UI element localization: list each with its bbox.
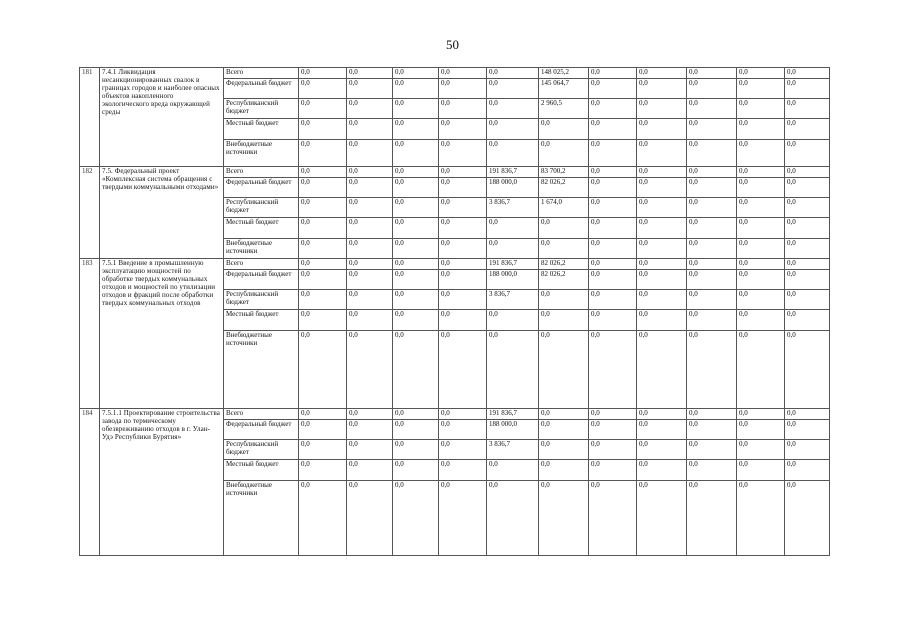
value-cell: 145 064,7 bbox=[539, 79, 589, 99]
measure-name: 7.5.1.1 Проектирование строительства завода по термическому обезвреживанию отходов в г. Улан-Удэ Республики Бурятия» bbox=[100, 409, 224, 556]
value-cell: 0,0 bbox=[785, 239, 830, 259]
value-cell: 0,0 bbox=[589, 198, 637, 218]
value-cell: 0,0 bbox=[785, 68, 830, 79]
value-cell: 0,0 bbox=[589, 270, 637, 290]
value-cell: 0,0 bbox=[299, 99, 347, 119]
value-cell: 0,0 bbox=[393, 331, 439, 409]
value-cell: 0,0 bbox=[637, 481, 687, 556]
value-cell: 0,0 bbox=[487, 460, 539, 481]
value-cell: 0,0 bbox=[439, 178, 487, 198]
value-cell: 0,0 bbox=[439, 140, 487, 167]
value-cell: 0,0 bbox=[299, 79, 347, 99]
value-cell: 0,0 bbox=[687, 68, 737, 79]
value-cell: 0,0 bbox=[687, 178, 737, 198]
value-cell: 0,0 bbox=[687, 198, 737, 218]
value-cell: 0,0 bbox=[393, 99, 439, 119]
value-cell: 0,0 bbox=[637, 310, 687, 331]
value-cell: 0,0 bbox=[393, 420, 439, 440]
value-cell: 0,0 bbox=[393, 460, 439, 481]
value-cell: 0,0 bbox=[737, 259, 785, 270]
value-cell: 0,0 bbox=[687, 420, 737, 440]
value-cell: 0,0 bbox=[393, 259, 439, 270]
funding-source: Всего bbox=[224, 68, 299, 79]
value-cell: 0,0 bbox=[785, 119, 830, 140]
value-cell: 0,0 bbox=[785, 99, 830, 119]
value-cell: 0,0 bbox=[637, 79, 687, 99]
funding-source: Республиканский бюджет bbox=[224, 198, 299, 218]
value-cell: 0,0 bbox=[347, 331, 393, 409]
funding-source: Всего bbox=[224, 167, 299, 178]
value-cell: 0,0 bbox=[589, 99, 637, 119]
value-cell: 0,0 bbox=[487, 68, 539, 79]
value-cell: 0,0 bbox=[785, 259, 830, 270]
value-cell: 0,0 bbox=[589, 460, 637, 481]
funding-source: Республиканский бюджет bbox=[224, 99, 299, 119]
value-cell: 0,0 bbox=[439, 239, 487, 259]
value-cell: 0,0 bbox=[687, 310, 737, 331]
value-cell: 0,0 bbox=[439, 420, 487, 440]
value-cell: 0,0 bbox=[737, 409, 785, 420]
value-cell: 0,0 bbox=[785, 167, 830, 178]
table-row bbox=[80, 167, 830, 178]
value-cell: 0,0 bbox=[439, 99, 487, 119]
funding-source: Республиканский бюджет bbox=[224, 290, 299, 310]
value-cell: 0,0 bbox=[347, 270, 393, 290]
value-cell: 0,0 bbox=[637, 420, 687, 440]
value-cell: 0,0 bbox=[299, 119, 347, 140]
funding-source: Всего bbox=[224, 409, 299, 420]
funding-source: Внебюджетные источники bbox=[224, 239, 299, 259]
value-cell: 0,0 bbox=[347, 99, 393, 119]
value-cell: 0,0 bbox=[393, 310, 439, 331]
value-cell: 0,0 bbox=[687, 460, 737, 481]
value-cell: 0,0 bbox=[393, 481, 439, 556]
value-cell: 0,0 bbox=[785, 310, 830, 331]
value-cell: 0,0 bbox=[393, 409, 439, 420]
value-cell: 0,0 bbox=[299, 331, 347, 409]
value-cell: 0,0 bbox=[299, 140, 347, 167]
value-cell: 0,0 bbox=[737, 178, 785, 198]
value-cell: 0,0 bbox=[347, 310, 393, 331]
funding-source: Федеральный бюджет bbox=[224, 178, 299, 198]
value-cell: 0,0 bbox=[539, 310, 589, 331]
value-cell: 0,0 bbox=[589, 140, 637, 167]
value-cell: 0,0 bbox=[737, 239, 785, 259]
value-cell: 0,0 bbox=[439, 119, 487, 140]
value-cell: 2 960,5 bbox=[539, 99, 589, 119]
value-cell: 82 026,2 bbox=[539, 178, 589, 198]
value-cell: 191 836,7 bbox=[487, 167, 539, 178]
value-cell: 0,0 bbox=[785, 140, 830, 167]
value-cell: 0,0 bbox=[439, 259, 487, 270]
value-cell: 0,0 bbox=[487, 331, 539, 409]
value-cell: 0,0 bbox=[439, 331, 487, 409]
value-cell: 0,0 bbox=[299, 178, 347, 198]
funding-source: Внебюджетные источники bbox=[224, 331, 299, 409]
value-cell: 0,0 bbox=[687, 119, 737, 140]
value-cell: 0,0 bbox=[637, 218, 687, 239]
value-cell: 0,0 bbox=[737, 481, 785, 556]
value-cell: 0,0 bbox=[393, 290, 439, 310]
value-cell: 0,0 bbox=[737, 420, 785, 440]
value-cell: 0,0 bbox=[439, 481, 487, 556]
value-cell: 0,0 bbox=[687, 440, 737, 460]
row-number: 182 bbox=[80, 167, 100, 259]
value-cell: 0,0 bbox=[539, 481, 589, 556]
value-cell: 148 025,2 bbox=[539, 68, 589, 79]
value-cell: 0,0 bbox=[393, 440, 439, 460]
value-cell: 0,0 bbox=[487, 239, 539, 259]
funding-source: Местный бюджет bbox=[224, 119, 299, 140]
value-cell: 0,0 bbox=[439, 218, 487, 239]
value-cell: 0,0 bbox=[589, 290, 637, 310]
budget-table bbox=[79, 67, 830, 556]
value-cell: 0,0 bbox=[637, 409, 687, 420]
value-cell: 0,0 bbox=[299, 290, 347, 310]
value-cell: 0,0 bbox=[439, 310, 487, 331]
value-cell: 0,0 bbox=[785, 331, 830, 409]
value-cell: 0,0 bbox=[487, 99, 539, 119]
value-cell: 3 836,7 bbox=[487, 290, 539, 310]
value-cell: 0,0 bbox=[737, 68, 785, 79]
value-cell: 0,0 bbox=[539, 290, 589, 310]
value-cell: 0,0 bbox=[539, 440, 589, 460]
value-cell: 0,0 bbox=[347, 218, 393, 239]
funding-source: Местный бюджет bbox=[224, 310, 299, 331]
value-cell: 0,0 bbox=[737, 270, 785, 290]
funding-source: Внебюджетные источники bbox=[224, 140, 299, 167]
funding-source: Федеральный бюджет bbox=[224, 420, 299, 440]
value-cell: 0,0 bbox=[687, 270, 737, 290]
value-cell: 0,0 bbox=[347, 290, 393, 310]
value-cell: 0,0 bbox=[439, 440, 487, 460]
value-cell: 0,0 bbox=[439, 79, 487, 99]
value-cell: 0,0 bbox=[589, 178, 637, 198]
value-cell: 0,0 bbox=[539, 239, 589, 259]
value-cell: 191 836,7 bbox=[487, 409, 539, 420]
value-cell: 188 000,0 bbox=[487, 178, 539, 198]
value-cell: 82 026,2 bbox=[539, 259, 589, 270]
value-cell: 0,0 bbox=[637, 270, 687, 290]
value-cell: 0,0 bbox=[347, 178, 393, 198]
value-cell: 0,0 bbox=[347, 440, 393, 460]
value-cell: 0,0 bbox=[487, 310, 539, 331]
value-cell: 0,0 bbox=[687, 167, 737, 178]
value-cell: 0,0 bbox=[637, 178, 687, 198]
value-cell: 0,0 bbox=[785, 460, 830, 481]
row-number: 181 bbox=[80, 68, 100, 167]
value-cell: 0,0 bbox=[737, 290, 785, 310]
value-cell: 0,0 bbox=[637, 440, 687, 460]
value-cell: 0,0 bbox=[637, 331, 687, 409]
value-cell: 0,0 bbox=[539, 420, 589, 440]
value-cell: 0,0 bbox=[393, 218, 439, 239]
value-cell: 0,0 bbox=[347, 140, 393, 167]
value-cell: 0,0 bbox=[299, 440, 347, 460]
value-cell: 0,0 bbox=[539, 331, 589, 409]
value-cell: 0,0 bbox=[439, 409, 487, 420]
value-cell: 0,0 bbox=[487, 481, 539, 556]
value-cell: 3 836,7 bbox=[487, 198, 539, 218]
value-cell: 0,0 bbox=[393, 140, 439, 167]
value-cell: 0,0 bbox=[785, 270, 830, 290]
value-cell: 0,0 bbox=[539, 460, 589, 481]
value-cell: 0,0 bbox=[687, 481, 737, 556]
funding-source: Всего bbox=[224, 259, 299, 270]
value-cell: 0,0 bbox=[589, 68, 637, 79]
value-cell: 0,0 bbox=[539, 218, 589, 239]
value-cell: 3 836,7 bbox=[487, 440, 539, 460]
measure-name: 7.4.1 Ликвидация несанкционированных свалок в границах городов и наиболее опасных объектов накопленного экологического вреда окружающей среды bbox=[100, 68, 224, 167]
value-cell: 0,0 bbox=[785, 409, 830, 420]
value-cell: 0,0 bbox=[589, 239, 637, 259]
value-cell: 0,0 bbox=[785, 198, 830, 218]
value-cell: 0,0 bbox=[637, 68, 687, 79]
value-cell: 0,0 bbox=[737, 460, 785, 481]
value-cell: 0,0 bbox=[637, 167, 687, 178]
value-cell: 0,0 bbox=[439, 198, 487, 218]
value-cell: 0,0 bbox=[487, 79, 539, 99]
value-cell: 0,0 bbox=[737, 198, 785, 218]
value-cell: 0,0 bbox=[637, 140, 687, 167]
value-cell: 0,0 bbox=[737, 79, 785, 99]
value-cell: 0,0 bbox=[393, 79, 439, 99]
value-cell: 0,0 bbox=[637, 290, 687, 310]
value-cell: 0,0 bbox=[687, 79, 737, 99]
table-row bbox=[80, 409, 830, 420]
value-cell: 0,0 bbox=[687, 290, 737, 310]
value-cell: 1 674,0 bbox=[539, 198, 589, 218]
value-cell: 0,0 bbox=[637, 99, 687, 119]
value-cell: 0,0 bbox=[347, 420, 393, 440]
value-cell: 191 836,7 bbox=[487, 259, 539, 270]
value-cell: 0,0 bbox=[393, 270, 439, 290]
value-cell: 188 000,0 bbox=[487, 270, 539, 290]
value-cell: 0,0 bbox=[299, 420, 347, 440]
measure-name: 7.5. Федеральный проект «Комплексная система обращения с твердыми коммунальными отходами» bbox=[100, 167, 224, 259]
value-cell: 82 026,2 bbox=[539, 270, 589, 290]
value-cell: 0,0 bbox=[737, 99, 785, 119]
value-cell: 0,0 bbox=[487, 119, 539, 140]
value-cell: 0,0 bbox=[687, 259, 737, 270]
value-cell: 0,0 bbox=[589, 310, 637, 331]
value-cell: 0,0 bbox=[299, 218, 347, 239]
value-cell: 0,0 bbox=[299, 481, 347, 556]
value-cell: 0,0 bbox=[347, 198, 393, 218]
value-cell: 0,0 bbox=[347, 259, 393, 270]
value-cell: 0,0 bbox=[299, 259, 347, 270]
value-cell: 0,0 bbox=[687, 218, 737, 239]
value-cell: 0,0 bbox=[687, 409, 737, 420]
value-cell: 0,0 bbox=[737, 331, 785, 409]
funding-source: Республиканский бюджет bbox=[224, 440, 299, 460]
value-cell: 0,0 bbox=[785, 218, 830, 239]
value-cell: 0,0 bbox=[637, 119, 687, 140]
table-body bbox=[80, 68, 830, 556]
value-cell: 0,0 bbox=[539, 119, 589, 140]
value-cell: 0,0 bbox=[393, 68, 439, 79]
value-cell: 0,0 bbox=[589, 440, 637, 460]
value-cell: 0,0 bbox=[737, 310, 785, 331]
value-cell: 0,0 bbox=[393, 119, 439, 140]
value-cell: 0,0 bbox=[687, 239, 737, 259]
value-cell: 0,0 bbox=[785, 178, 830, 198]
row-number: 183 bbox=[80, 259, 100, 409]
value-cell: 0,0 bbox=[347, 481, 393, 556]
value-cell: 0,0 bbox=[737, 167, 785, 178]
value-cell: 0,0 bbox=[785, 79, 830, 99]
value-cell: 0,0 bbox=[785, 481, 830, 556]
value-cell: 0,0 bbox=[347, 68, 393, 79]
value-cell: 0,0 bbox=[737, 119, 785, 140]
value-cell: 0,0 bbox=[487, 140, 539, 167]
value-cell: 0,0 bbox=[785, 290, 830, 310]
value-cell: 0,0 bbox=[589, 167, 637, 178]
value-cell: 0,0 bbox=[539, 409, 589, 420]
value-cell: 0,0 bbox=[785, 420, 830, 440]
value-cell: 0,0 bbox=[589, 218, 637, 239]
value-cell: 83 700,2 bbox=[539, 167, 589, 178]
value-cell: 0,0 bbox=[393, 178, 439, 198]
value-cell: 0,0 bbox=[347, 167, 393, 178]
measure-name: 7.5.1 Введение в промышленную эксплуатацию мощностей по обработке твердых коммунальных отходов и мощностей по утилизации отходов и фракций после обработки твердых коммунальных отходов bbox=[100, 259, 224, 409]
value-cell: 0,0 bbox=[347, 239, 393, 259]
value-cell: 0,0 bbox=[299, 310, 347, 331]
value-cell: 0,0 bbox=[687, 331, 737, 409]
value-cell: 0,0 bbox=[439, 167, 487, 178]
value-cell: 0,0 bbox=[737, 218, 785, 239]
value-cell: 0,0 bbox=[687, 99, 737, 119]
value-cell: 0,0 bbox=[589, 331, 637, 409]
value-cell: 0,0 bbox=[589, 481, 637, 556]
value-cell: 0,0 bbox=[347, 79, 393, 99]
value-cell: 0,0 bbox=[737, 440, 785, 460]
page-number: 50 bbox=[446, 37, 459, 52]
table-row bbox=[80, 68, 830, 79]
value-cell: 0,0 bbox=[589, 259, 637, 270]
value-cell: 0,0 bbox=[539, 140, 589, 167]
value-cell: 0,0 bbox=[299, 409, 347, 420]
value-cell: 0,0 bbox=[637, 460, 687, 481]
row-number: 184 bbox=[80, 409, 100, 556]
value-cell: 0,0 bbox=[347, 409, 393, 420]
value-cell: 0,0 bbox=[589, 119, 637, 140]
funding-source: Федеральный бюджет bbox=[224, 270, 299, 290]
value-cell: 0,0 bbox=[637, 239, 687, 259]
value-cell: 0,0 bbox=[299, 198, 347, 218]
value-cell: 0,0 bbox=[393, 167, 439, 178]
value-cell: 188 000,0 bbox=[487, 420, 539, 440]
value-cell: 0,0 bbox=[439, 460, 487, 481]
value-cell: 0,0 bbox=[299, 68, 347, 79]
value-cell: 0,0 bbox=[589, 420, 637, 440]
value-cell: 0,0 bbox=[299, 270, 347, 290]
value-cell: 0,0 bbox=[589, 79, 637, 99]
funding-source: Федеральный бюджет bbox=[224, 79, 299, 99]
value-cell: 0,0 bbox=[299, 239, 347, 259]
value-cell: 0,0 bbox=[347, 119, 393, 140]
value-cell: 0,0 bbox=[487, 218, 539, 239]
value-cell: 0,0 bbox=[439, 68, 487, 79]
value-cell: 0,0 bbox=[785, 440, 830, 460]
value-cell: 0,0 bbox=[737, 140, 785, 167]
value-cell: 0,0 bbox=[637, 198, 687, 218]
value-cell: 0,0 bbox=[439, 270, 487, 290]
value-cell: 0,0 bbox=[299, 460, 347, 481]
funding-source: Внебюджетные источники bbox=[224, 481, 299, 556]
value-cell: 0,0 bbox=[299, 167, 347, 178]
value-cell: 0,0 bbox=[393, 239, 439, 259]
value-cell: 0,0 bbox=[347, 460, 393, 481]
value-cell: 0,0 bbox=[687, 140, 737, 167]
value-cell: 0,0 bbox=[393, 198, 439, 218]
table-row bbox=[80, 259, 830, 270]
value-cell: 0,0 bbox=[439, 290, 487, 310]
value-cell: 0,0 bbox=[637, 259, 687, 270]
value-cell: 0,0 bbox=[589, 409, 637, 420]
funding-source: Местный бюджет bbox=[224, 218, 299, 239]
funding-source: Местный бюджет bbox=[224, 460, 299, 481]
